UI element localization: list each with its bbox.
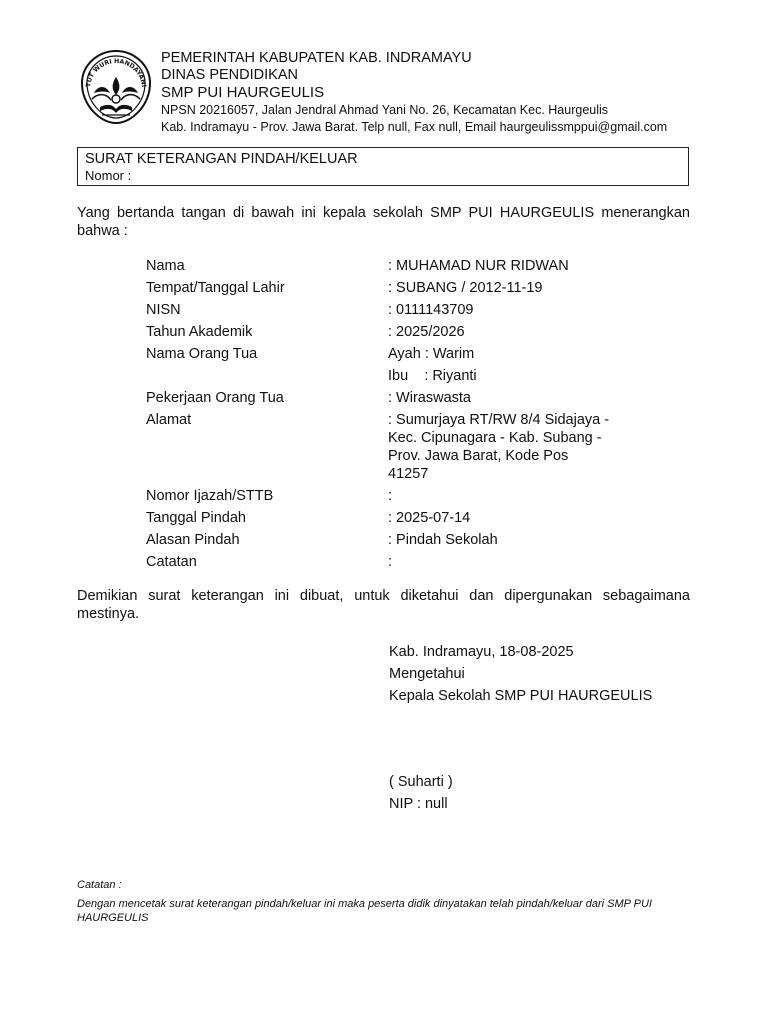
logo-motto: TUT WURI HANDAYANI <box>85 57 147 88</box>
field-row-notes <box>146 553 626 571</box>
title-box <box>77 147 689 186</box>
signature-block <box>389 641 719 707</box>
intro-paragraph: Yang bertanda tangan di bawah ini kepala sekolah SMP PUI HAURGEULIS menerangkan bahwa : <box>77 205 690 239</box>
field-value: : Pindah Sekolah <box>388 532 498 548</box>
field-row-parent-father <box>146 345 626 363</box>
field-value: : Sumurjaya RT/RW 8/4 Sidajaya - Kec. Cipunagara - Kab. Subang - Prov. Jawa Barat, Kode Pos 41257 <box>388 412 610 482</box>
letterhead <box>161 50 741 135</box>
department-name: DINAS PENDIDIKAN <box>161 67 298 83</box>
school-address-line1: NPSN 20216057, Jalan Jendral Ahmad Yani No. 26, Kecamatan Kec. Haurgeulis <box>161 103 609 117</box>
school-logo <box>76 47 156 127</box>
field-label: Nama <box>146 258 185 274</box>
field-value: Ayah : Warim <box>388 346 475 362</box>
field-value: : 0111143709 <box>388 302 474 318</box>
note-text: Dengan mencetak surat keterangan pindah/keluar ini maka peserta didik dinyatakan telah pindah/keluar dari SMP PUI HAURGEULIS <box>77 898 652 924</box>
field-row-parent-job <box>146 389 626 407</box>
school-name: SMP PUI HAURGEULIS <box>161 84 325 101</box>
closing-paragraph: Demikian surat keterangan ini dibuat, untuk diketahui dan dipergunakan sebagaimana mestinya. <box>77 588 690 622</box>
field-label: Nama Orang Tua <box>146 346 258 362</box>
field-row-nisn <box>146 301 626 319</box>
field-row-parent-mother <box>146 367 626 385</box>
field-label: NISN <box>146 302 181 318</box>
field-row-address <box>146 411 626 483</box>
field-row-transfer-date <box>146 509 626 527</box>
field-row-certificate <box>146 487 626 505</box>
signer-block <box>389 771 719 815</box>
field-label: Tanggal Pindah <box>146 510 246 526</box>
student-details <box>146 257 626 575</box>
field-label: Alasan Pindah <box>146 532 240 548</box>
school-address-line2: Kab. Indramayu - Prov. Jawa Barat. Telp null, Fax null, Email haurgeulissmppui@gmail.com <box>161 120 668 134</box>
field-value: : 2025/2026 <box>388 324 465 340</box>
signer-name: ( Suharti ) <box>389 774 453 790</box>
field-row-transfer-reason <box>146 531 626 549</box>
field-value: : 2025-07-14 <box>388 510 471 526</box>
field-row-birth <box>146 279 626 297</box>
acknowledge-label: Mengetahui <box>389 666 465 682</box>
place-date: Kab. Indramayu, 18-08-2025 <box>389 644 574 660</box>
field-row-name <box>146 257 626 275</box>
field-label: Catatan <box>146 554 197 570</box>
field-label: Alamat <box>146 412 192 428</box>
field-row-academic-year <box>146 323 626 341</box>
letter-title: SURAT KETERANGAN PINDAH/KELUAR <box>85 151 358 167</box>
letter-number: Nomor : <box>85 168 132 183</box>
field-label: Pekerjaan Orang Tua <box>146 390 284 406</box>
field-value: : <box>388 488 393 504</box>
field-value: : MUHAMAD NUR RIDWAN <box>388 258 569 274</box>
field-value: : Wiraswasta <box>388 390 471 406</box>
field-value: : SUBANG / 2012-11-19 <box>388 280 543 296</box>
field-value: : <box>388 554 393 570</box>
field-label: Tahun Akademik <box>146 324 253 340</box>
field-label: Tempat/Tanggal Lahir <box>146 280 285 296</box>
field-label: Nomor Ijazah/STTB <box>146 488 274 504</box>
tut-wuri-handayani-emblem-icon <box>76 47 156 127</box>
government-name: PEMERINTAH KABUPATEN KAB. INDRAMAYU <box>161 50 472 66</box>
signer-nip: NIP : null <box>389 796 448 812</box>
field-label <box>146 367 388 385</box>
note-heading: Catatan : <box>77 879 122 891</box>
field-value: Ibu : Riyanti <box>388 368 477 384</box>
signer-position: Kepala Sekolah SMP PUI HAURGEULIS <box>389 688 653 704</box>
